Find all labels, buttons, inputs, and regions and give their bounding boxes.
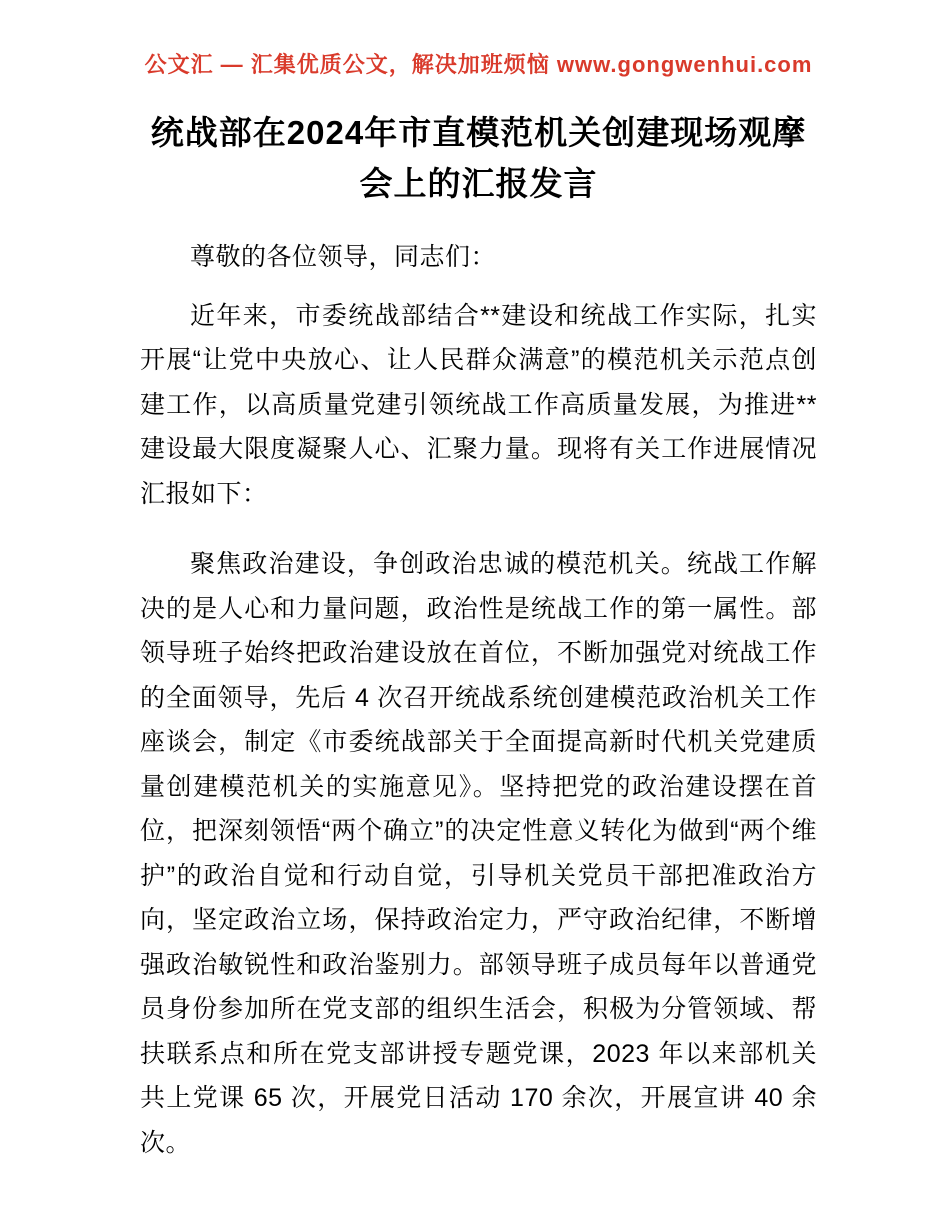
paragraph-political-building: 聚焦政治建设，争创政治忠诚的模范机关。统战工作解决的是人心和力量问题，政治性是统战工作的第一属性。部领导班子始终把政治建设放在首位，不断加强党对统战工作的全面领导，先后 4 次召开统战系统创建模范政治机关工作座谈会，制定《市委统战部关于全面提高新时代机关党建质量创建模范机关的实施意见》。坚持把党的政治建设摆在首位，把深刻领悟“两个确立”的决定性意义转化为做到“两个维护”的政治自觉和行动自觉，引导机关党员干部把准政治方向，坚定政治立场，保持政治定力，严守政治纪律，不断增强政治敏锐性和政治鉴别力。部领导班子成员每年以普通党员身份参加所在党支部的组织生活会，积极为分管领域、帮扶联系点和所在党支部讲授专题党课，2023 年以来部机关共上党课 65 次，开展党日活动 170 余次，开展宣讲 40 余次。	[140, 550, 817, 1157]
paragraph-intro: 近年来，市委统战部结合**建设和统战工作实际，扎实开展“让党中央放心、让人民群众满意”的模范机关示范点创建工作，以高质量党建引领统战工作高质量发展，为推进**建设最大限度凝聚人心、汇聚力量。现将有关工作进展情况汇报如下：	[140, 301, 817, 508]
paragraph-salutation: 尊敬的各位领导，同志们：	[190, 243, 497, 272]
document-body	[140, 235, 817, 1165]
document-title: 统战部在2024年市直模范机关创建现场观摩会上的汇报发言	[150, 114, 807, 203]
watermark-header: 公文汇 — 汇集优质公文，解决加班烦恼 www.gongwenhui.com	[144, 52, 813, 77]
